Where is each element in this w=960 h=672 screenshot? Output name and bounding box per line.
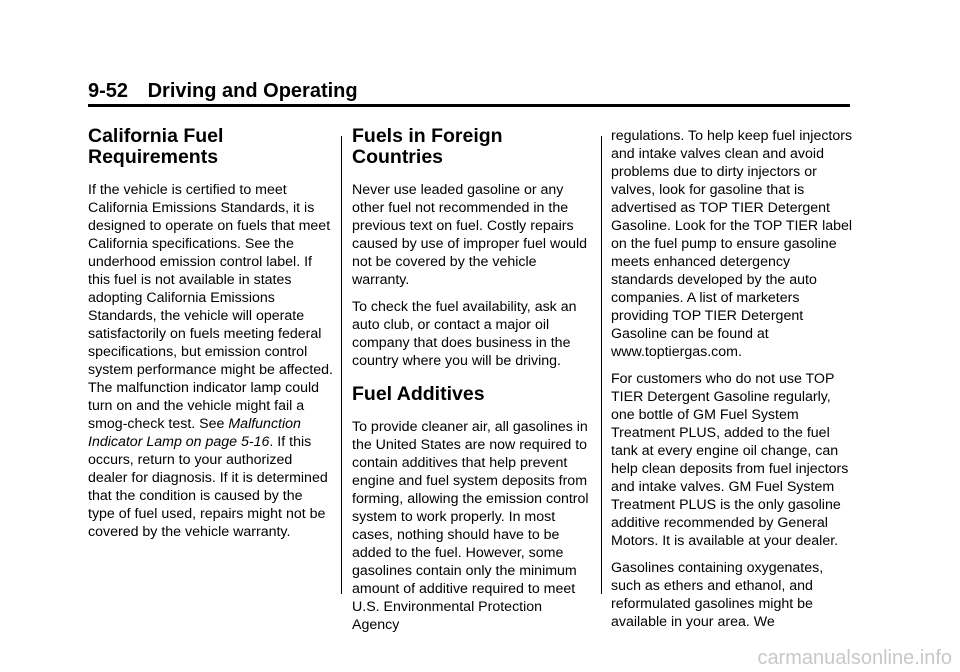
paragraph-foreign-2: To check the fuel availability, ask an auto club, or contact a major oil company that does business in the country where you will be driving. [352, 299, 577, 369]
header-rule [88, 104, 850, 107]
paragraph-foreign-1: Never use leaded gasoline or any other fuel not recommended in the previous text on fuel. Costly repairs caused by use of improper fuel would not be covered by the vehicle warranty. [352, 182, 588, 288]
column-1 [88, 126, 333, 550]
watermark: carmanualsonline.info [757, 647, 952, 669]
page-number: 9-52 [88, 80, 129, 102]
paragraph-additives-1: To provide cleaner air, all gasolines in the United States are now required to contain additives that help prevent engine and fuel system deposits from forming, allowing the emission control system to work properly. In most cases, nothing should have to be added to the fuel. However, some gasolines contain only the minimum amount of additive required to meet U.S. Environmental Protection Agency [352, 419, 589, 633]
page-header [88, 80, 850, 103]
paragraph-additives-3: For customers who do not use TOP TIER Detergent Gasoline regularly, one bottle of GM Fuel System Treatment PLUS, added to the fuel tank at every engine oil change, can help clean deposits from fuel injectors and intake valves. GM Fuel System Treatment PLUS is the only gasoline additive recommended by General Motors. It is available at your dealer. [611, 371, 849, 549]
paragraph-additives-2: regulations. To help keep fuel injectors and intake valves clean and avoid problems due to dirty injectors or valves, look for gasoline that is advertised as TOP TIER Detergent Gasoline. Look for the TOP TIER label on the fuel pump to ensure gasoline meets enhanced detergency standards developed by the auto companies. A list of marketers providing TOP TIER Detergent Gasoline can be found at www.toptiergas.com. [611, 128, 853, 360]
column-divider-2 [601, 136, 602, 594]
column-divider-1 [341, 136, 342, 594]
heading-fuels-foreign-countries: Fuels in Foreign Countries [352, 125, 503, 168]
heading-fuel-additives: Fuel Additives [352, 383, 485, 405]
paragraph-california-fuel: If the vehicle is certified to meet California Emissions Standards, it is designed to operate on fuels that meet California specifications. See the underhood emission control label. If this fuel is not available in states adopting California Emissions Standards, the vehicle will operate satisfactorily on fuels meeting federal specifications, but emission control system performance might be affected. The malfunction indicator lamp could turn on and the vehicle might fail a smog-check test. See Malfunction Indicator Lamp on page 5-16. If this occurs, return to your authorized dealer for diagnosis. If it is determined that the condition is caused by the type of fuel used, repairs might not be covered by the vehicle warranty. [88, 182, 333, 540]
column-3 [611, 127, 853, 640]
section-title: Driving and Operating [147, 80, 358, 102]
paragraph-additives-4: Gasolines containing oxygenates, such as ethers and ethanol, and reformulated gasolines might be available in your area. We [611, 560, 824, 630]
column-2 [352, 126, 592, 643]
heading-california-fuel: California Fuel Requirements [88, 125, 224, 168]
cross-reference-link: Malfunction Indicator Lamp on page 5-16 [88, 416, 301, 450]
